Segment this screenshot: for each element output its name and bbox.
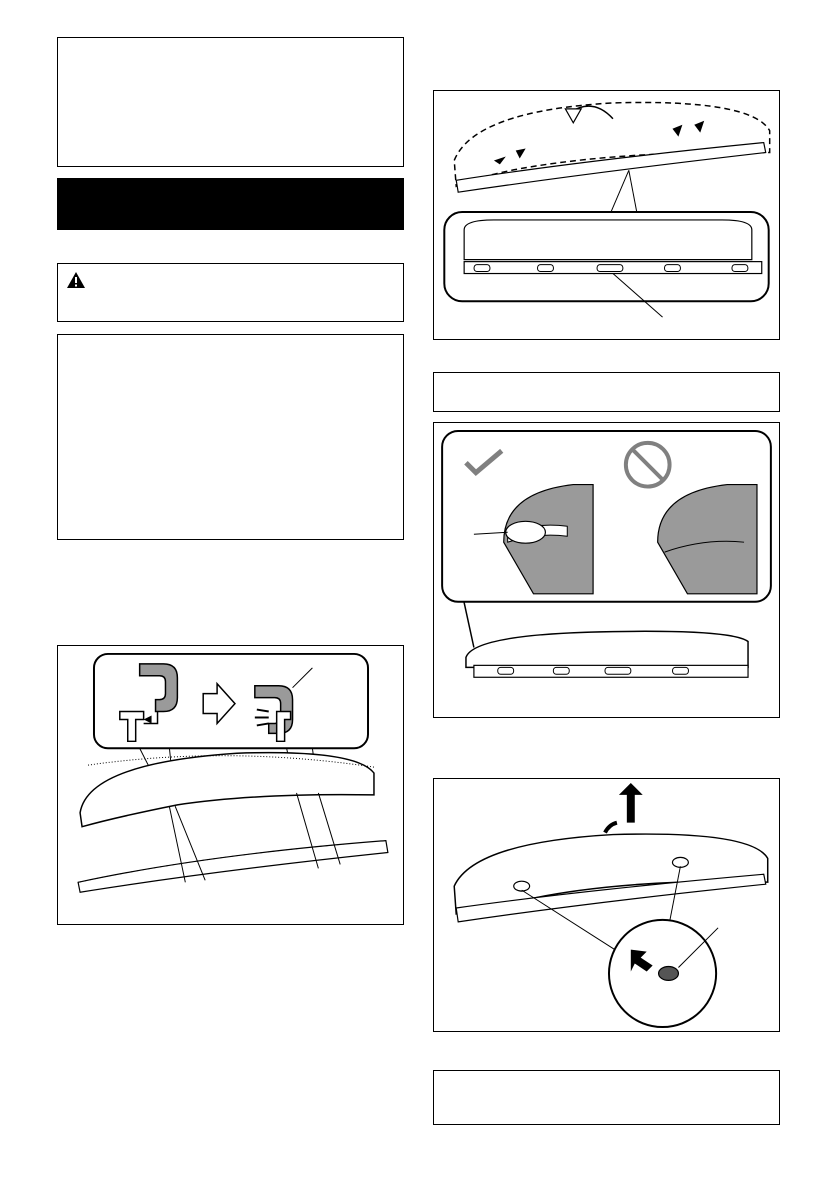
- curved-arrow-icon: [565, 109, 581, 123]
- note-box-bottom-right: [433, 1070, 780, 1125]
- figure-blade-cover-hooks: [57, 645, 404, 925]
- cover-correct-incorrect-illustration: [434, 423, 779, 717]
- blade-cover-hooks-illustration: [58, 646, 403, 924]
- figure-cover-correct-incorrect: [433, 422, 780, 718]
- blade-cover-fit-illustration: [434, 91, 779, 339]
- note-box-top-left: [57, 37, 404, 167]
- arrow-up-icon: [619, 783, 643, 823]
- warning-header-box: [57, 263, 404, 322]
- cover-removal-illustration: [434, 779, 779, 1031]
- figure-cover-removal: [433, 778, 780, 1032]
- section-heading-bar: [57, 178, 404, 230]
- section-heading: [57, 178, 404, 206]
- figure-blade-cover-fit: [433, 90, 780, 340]
- note-box-mid-right: [433, 372, 780, 412]
- warning-body-box: [57, 334, 404, 540]
- warning-triangle-icon: [66, 271, 86, 289]
